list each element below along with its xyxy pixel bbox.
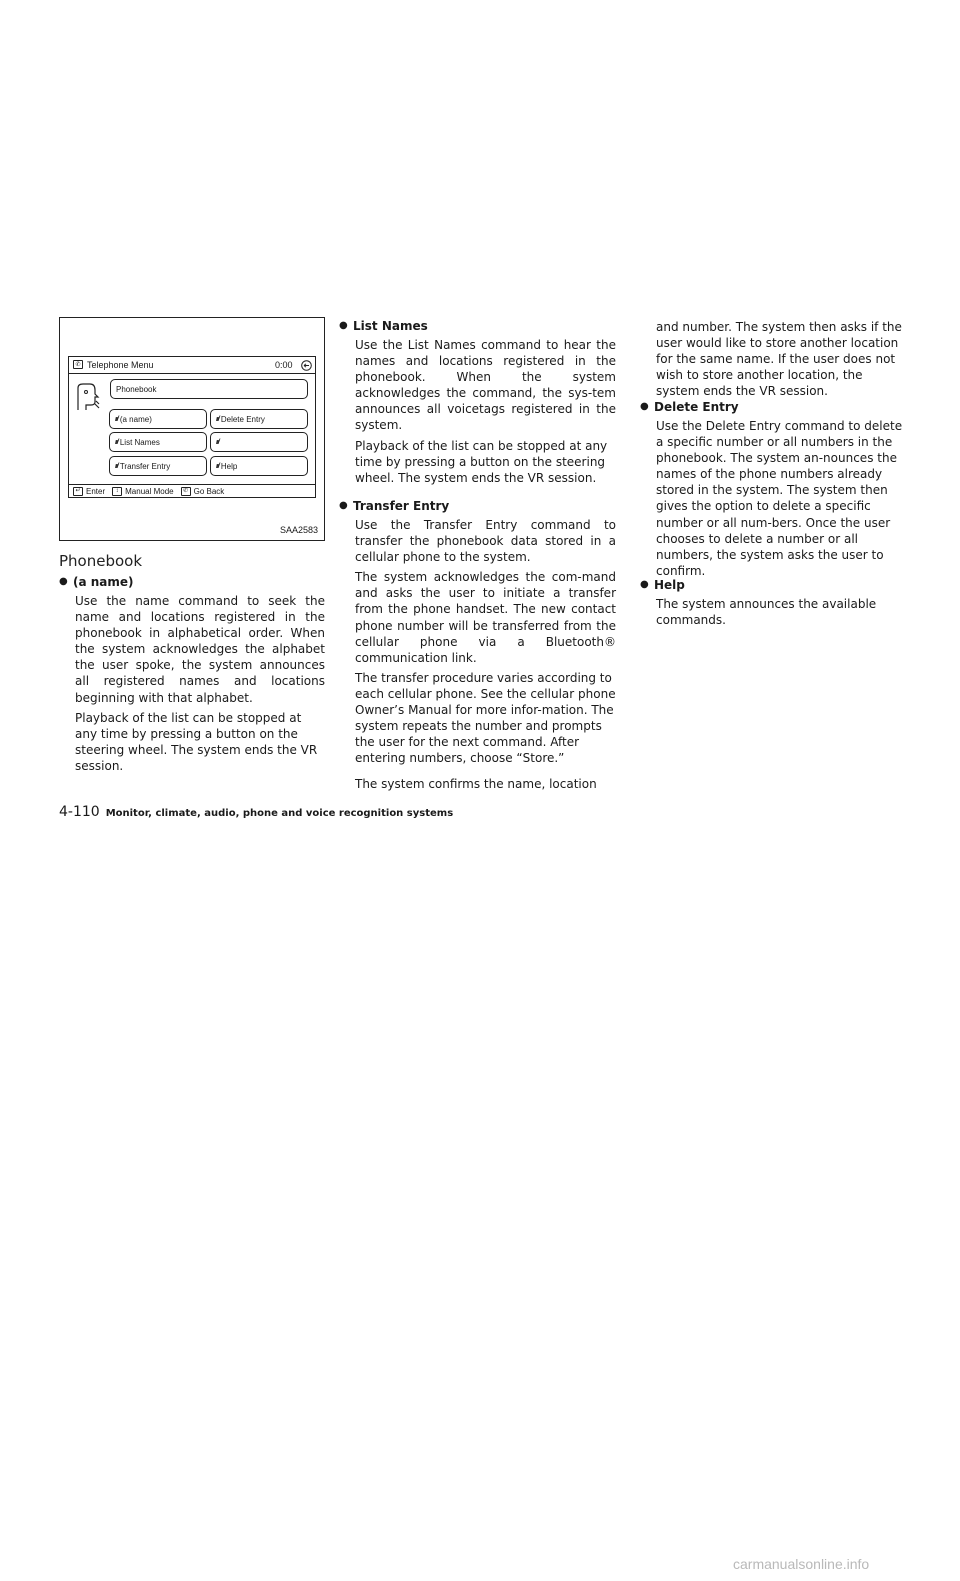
voice-icon: ıı/ xyxy=(216,438,219,446)
page-number: 4-110 xyxy=(59,804,100,820)
button-label: (a name) xyxy=(119,414,152,424)
screen-footer xyxy=(69,484,315,497)
list-names-button[interactable] xyxy=(109,432,207,452)
button-label: List Names xyxy=(119,437,160,447)
paragraph: Use the name command to seek the name and locations registered in the phonebook in alphabetical order. When the system acknowledges the alphabet the user spoke, the system announces all registered names and locations beginning with that alphabet. xyxy=(75,594,325,705)
phonebook-label: Phonebook xyxy=(116,384,157,394)
item-title: Help xyxy=(654,578,685,592)
bullet: ● xyxy=(339,320,348,331)
bullet: ● xyxy=(640,401,649,412)
transfer-entry-button[interactable] xyxy=(109,456,207,476)
paragraph: Use the List Names command to hear the names and locations registered in the phonebook. When the system acknowledges the command, the sys-tem announces all voicetags registered in the system. xyxy=(355,338,616,433)
item-delete-entry xyxy=(640,400,908,583)
paragraph: Playback of the list can be stopped at any time by pressing a button on the steering wheel. The system ends the VR session. xyxy=(355,438,608,485)
empty-slot-button[interactable] xyxy=(210,432,308,452)
button-label: Help xyxy=(220,461,238,471)
bullet: ● xyxy=(339,500,348,511)
voice-icon: ıı/ xyxy=(216,415,219,423)
item-transfer-entry xyxy=(339,499,616,770)
item-title: Transfer Entry xyxy=(353,499,450,513)
updown-icon: ↕ xyxy=(112,487,122,496)
voice-icon: ıı/ xyxy=(115,415,118,423)
voice-icon: ıı/ xyxy=(115,438,118,446)
item-title: Delete Entry xyxy=(654,400,739,414)
button-label: Delete Entry xyxy=(220,414,265,424)
voice-icon: ıı/ xyxy=(115,462,118,470)
screen-display xyxy=(68,356,316,498)
help-button[interactable] xyxy=(210,456,308,476)
figure-code: SAA2583 xyxy=(279,525,318,535)
paragraph-start: The system confirms the name, location xyxy=(355,777,597,791)
paragraph: The system acknowledges the com-mand and asks the user to initiate a transfer from the phone handset. The new contact phone number will be transferred from the cellular phone via a Bluetooth® communication link. xyxy=(355,570,616,665)
go-back-label: Go Back xyxy=(193,486,225,496)
page-footer xyxy=(59,804,453,820)
item-title: (a name) xyxy=(73,575,134,589)
paragraph: Use the Delete Entry command to delete a specific number or all numbers in the phonebook. The system an-nounces the names of the phone numbers already stored in the system. The system then gives the option to delete a specific number or all num-bers. Once the user chooses to delete a number or all numbers, the system asks the user to confirm. xyxy=(656,419,903,578)
watermark: carmanualsonline.info xyxy=(733,1556,870,1572)
manual-mode-label: Manual Mode xyxy=(125,486,174,496)
paragraph-continued-start xyxy=(355,776,616,796)
paragraph-end: and number. The system then asks if the user would like to store another location for the same name. If the user does not wish to store another location, the system ends the VR session. xyxy=(656,320,902,399)
section-title: Phonebook xyxy=(59,552,143,570)
enter-icon: ↵ xyxy=(73,487,83,496)
paragraph: Playback of the list can be stopped at any time by pressing a button on the steering wheel. The system ends the VR session. xyxy=(75,710,318,773)
button-label: Transfer Entry xyxy=(119,461,171,471)
bullet: ● xyxy=(640,579,649,590)
phonebook-button[interactable] xyxy=(110,379,308,399)
delete-entry-button[interactable] xyxy=(210,409,308,429)
chapter-title: Monitor, climate, audio, phone and voice recognition systems xyxy=(105,808,454,819)
voice-icon: ıı/ xyxy=(216,462,219,470)
item-list-names xyxy=(339,319,616,490)
hangup-icon: ✆ xyxy=(181,487,191,496)
item-title: List Names xyxy=(353,319,428,333)
item-a-name xyxy=(59,575,325,778)
timer: 0:00 xyxy=(275,360,293,370)
a-name-button[interactable] xyxy=(109,409,207,429)
back-icon xyxy=(301,360,312,371)
screen-title-bar xyxy=(69,357,315,374)
enter-label: Enter xyxy=(86,486,106,496)
paragraph: The transfer procedure varies according to each cellular phone. See the cellular phone Owner’s Manual for more infor-mation. The system repeats the number and prompts the user for the next command. After entering numbers, choose “Store.” xyxy=(355,670,616,766)
item-help xyxy=(640,578,908,632)
phone-icon: ✆ xyxy=(73,360,83,369)
bullet: ● xyxy=(59,576,68,587)
screen-title: Telephone Menu xyxy=(87,360,154,370)
paragraph: The system announces the available commands. xyxy=(656,597,877,628)
figure-telephone-menu xyxy=(59,317,325,541)
paragraph: Use the Transfer Entry command to transfer the phonebook data stored in a cellular phone to the system. xyxy=(355,518,616,565)
voice-head-icon xyxy=(74,382,102,414)
paragraph-continued-end xyxy=(656,319,908,403)
